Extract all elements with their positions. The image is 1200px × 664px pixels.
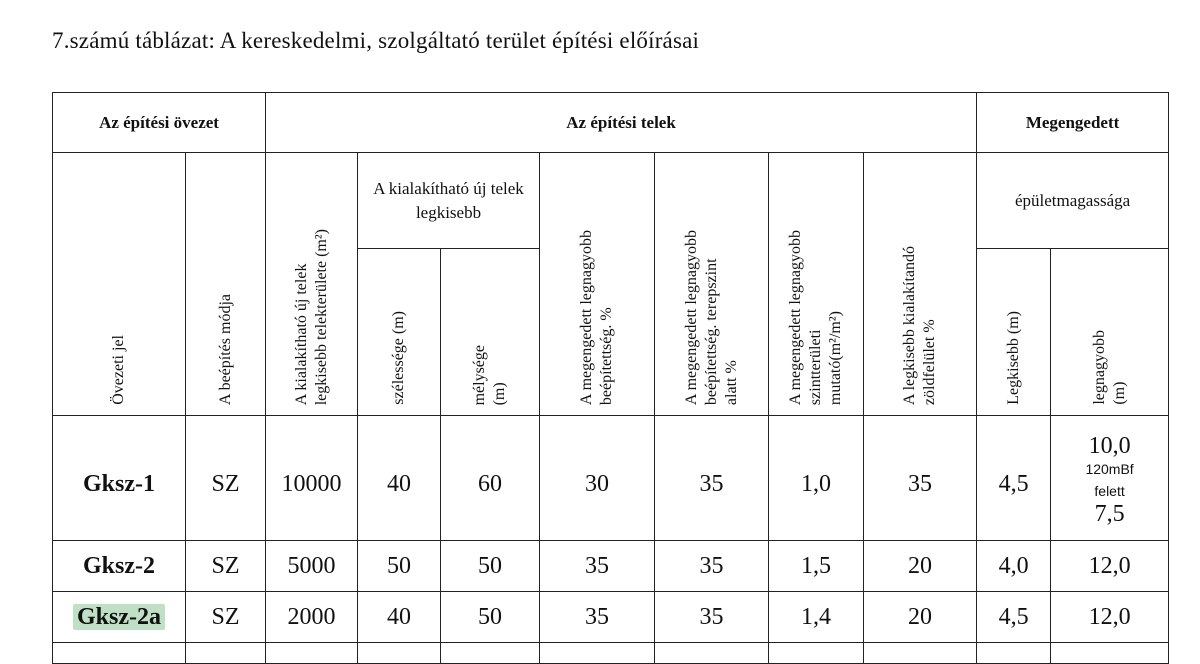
header-allowed: Megengedett [977,93,1169,153]
depth-cell: 60 [441,416,540,541]
max-height-cell [1051,416,1169,541]
max-height-cell: 12,0 [1051,592,1169,643]
group-header-row [53,93,1169,153]
col-max-height [1051,249,1169,416]
coverage-below-cell: 35 [655,416,769,541]
width-cell: 50 [358,541,441,592]
header-plot: Az építési telek [266,93,977,153]
green-cell: 20 [864,592,977,643]
col-min-green-label: A legkisebb kialakítandó zöldfelület % [901,245,939,405]
area-cell: 5000 [266,541,358,592]
header-building-height: épületmagassága [977,153,1169,249]
col-max-coverage [540,153,655,416]
min-height-cell: 4,5 [977,592,1051,643]
header-zone: Az építési övezet [53,93,266,153]
table-row [53,416,1169,541]
min-height-cell: 4,5 [977,416,1051,541]
col-build-mode [186,153,266,416]
col-width-label: szélessége (m) [390,311,408,405]
coverage-cell: 30 [540,416,655,541]
table-row [53,541,1169,592]
coverage-below-cell: 35 [655,592,769,643]
far-cell: 1,0 [769,416,864,541]
table-row-partial [53,643,1169,664]
col-depth-label: mélysége (m) [471,344,509,405]
width-cell: 40 [358,592,441,643]
col-zone-id-label: Övezeti jel [110,335,127,405]
depth-cell: 50 [441,592,540,643]
col-max-height-label: legnagyobb (m) [1090,330,1128,405]
green-cell: 20 [864,541,977,592]
green-cell: 35 [864,416,977,541]
zone-cell: Gksz-1 [53,416,186,541]
col-min-green [864,153,977,416]
table-row [53,592,1169,643]
header-new-plot-min: A kialakítható új telek legkisebb [358,153,540,249]
zone-cell: Gksz-2 [53,541,186,592]
col-min-area-label: A kialakítható új telek legkisebb telekterülete (m²) [292,228,330,405]
subheader-row [53,153,1169,249]
col-floor-area-ratio-label: A megengedett legnagyobb szintterületi mutató(m²/m²) [787,229,845,405]
building-rules-table [52,92,1169,664]
max-height-note: 120mBf felett [1085,461,1134,499]
col-max-coverage-below [655,153,769,416]
col-min-area [266,153,358,416]
area-cell: 10000 [266,416,358,541]
max-height-alt-value: 7,5 [1094,501,1125,527]
coverage-cell: 35 [540,541,655,592]
col-depth [441,249,540,416]
mode-cell: SZ [186,541,266,592]
far-cell: 1,4 [769,592,864,643]
mode-cell: SZ [186,592,266,643]
coverage-cell: 35 [540,592,655,643]
col-build-mode-label: A beépítés módja [216,293,234,405]
width-cell: 40 [358,416,441,541]
document-title: 7.számú táblázat: A kereskedelmi, szolgáltató terület építési előírásai [52,28,700,53]
col-max-coverage-below-label: A megengedett legnagyobb beépítettség. terepszint alatt % [682,229,740,405]
col-min-height-label: Legkisebb (m) [1004,311,1022,405]
zone-cell [53,592,186,643]
col-zone-id [53,153,186,416]
col-floor-area-ratio [769,153,864,416]
coverage-below-cell: 35 [655,541,769,592]
col-max-coverage-label: A megengedett legnagyobb beépítettség. % [578,229,616,405]
min-height-cell: 4,0 [977,541,1051,592]
depth-cell: 50 [441,541,540,592]
far-cell: 1,5 [769,541,864,592]
area-cell: 2000 [266,592,358,643]
col-width [358,249,441,416]
col-min-height [977,249,1051,416]
max-height-value: 10,0 [1088,433,1131,459]
zone-highlight: Gksz-2a [73,604,165,630]
mode-cell: SZ [186,416,266,541]
max-height-cell: 12,0 [1051,541,1169,592]
